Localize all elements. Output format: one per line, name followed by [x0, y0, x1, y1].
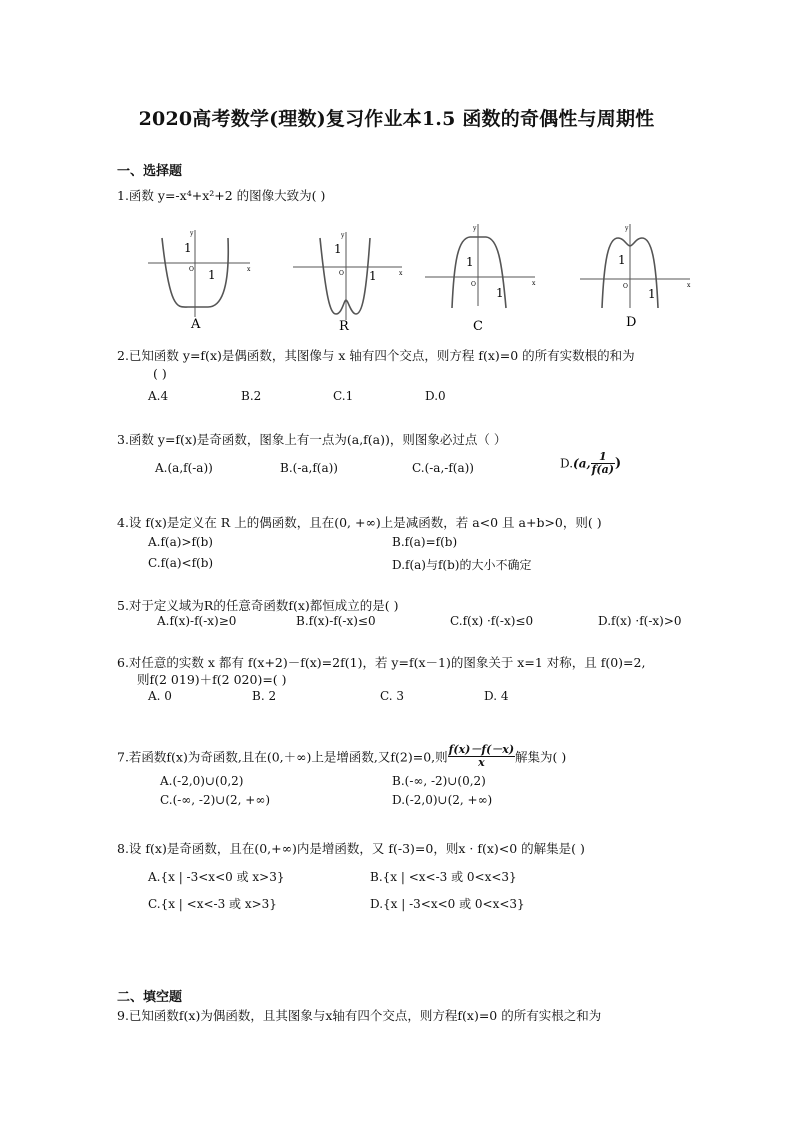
- graph-a-y-axis-label: y: [190, 230, 194, 237]
- question-7-option-b: B.(-∞, -2)∪(0,2): [392, 774, 486, 788]
- graph-c: [425, 224, 536, 334]
- question-3-option-b: B.(-a,f(a)): [280, 461, 338, 475]
- question-6-line-1: 6.对任意的实数 x 都有 f(x+2)－f(x)=2f(1)，若 y=f(x－1)的图象关于 x=1 对称，且 f(0)=2,: [117, 655, 646, 670]
- question-5-text: 5.对于定义域为R的任意奇函数f(x)都恒成立的是( ): [117, 598, 399, 613]
- graph-c-one-x-label: 1: [496, 286, 504, 300]
- question-3-option-d-open: (a,: [573, 456, 591, 471]
- graph-c-y-axis-label: y: [473, 225, 477, 232]
- graph-d-one-y-label: 1: [618, 253, 626, 267]
- question-3-option-d-denominator: f(a): [591, 463, 614, 476]
- graph-b-y-axis-label: y: [341, 232, 345, 239]
- question-2-option-b: B.2: [241, 389, 262, 403]
- question-6-option-c: C. 3: [380, 689, 405, 703]
- question-1-graphs: [140, 222, 720, 340]
- question-5-option-b: B.f(x)-f(-x)≤0: [296, 614, 376, 628]
- question-3-option-d: [560, 451, 621, 476]
- graph-b-x-axis-label: x: [399, 270, 403, 277]
- question-8-option-b: B.{x | <x<-3 或 0<x<3}: [370, 870, 517, 884]
- graph-b-one-x-label: 1: [369, 269, 377, 283]
- question-2-option-c: C.1: [333, 389, 354, 403]
- question-3-option-d-prefix: D.: [560, 456, 574, 471]
- section-heading-choice: 一、选择题: [117, 164, 183, 179]
- graph-c-one-y-label: 1: [466, 255, 474, 269]
- graph-d-y-axis-label: y: [625, 225, 629, 232]
- question-3-option-a: A.(a,f(-a)): [155, 461, 213, 475]
- question-4-option-a: A.f(a)>f(b): [148, 535, 213, 549]
- graph-c-label: C: [473, 319, 483, 334]
- graph-d-x-axis-label: x: [687, 282, 691, 289]
- question-6-option-d: D. 4: [484, 689, 509, 703]
- question-8-option-d: D.{x | -3<x<0 或 0<x<3}: [370, 897, 525, 911]
- graph-a: [148, 230, 251, 332]
- question-6-line-2: 则f(2 019)＋f(2 020)=( ): [137, 672, 287, 687]
- question-7-denominator: x: [478, 756, 485, 769]
- question-7-text-pre: 7.若函数f(x)为奇函数,且在(0,＋∞)上是增函数,又f(2)=0,则: [117, 749, 448, 765]
- question-7-text-post: 解集为( ): [515, 749, 567, 765]
- question-7-option-d: D.(-2,0)∪(2, +∞): [392, 793, 493, 807]
- question-3-option-d-close: ): [614, 456, 622, 471]
- graph-a-origin-label: O: [189, 266, 194, 273]
- question-8-text: 8.设 f(x)是奇函数，且在(0,+∞)内是增函数，又 f(-3)=0，则x · f(x)<0 的解集是( ): [117, 841, 585, 856]
- section-heading-fill-in: 二、填空题: [117, 990, 183, 1005]
- question-7-option-c: C.(-∞, -2)∪(2, +∞): [160, 793, 271, 807]
- question-3-option-c: C.(-a,-f(a)): [412, 461, 474, 475]
- question-4-text: 4.设 f(x)是定义在 R 上的偶函数，且在(0, +∞)上是减函数，若 a<0 且 a+b>0，则( ): [117, 515, 602, 530]
- question-5-option-a: A.f(x)-f(-x)≥0: [157, 614, 237, 628]
- question-4-option-c: C.f(a)<f(b): [148, 556, 214, 570]
- graph-b: [293, 232, 403, 334]
- question-2-text: 2.已知函数 y=f(x)是偶函数，其图像与 x 轴有四个交点，则方程 f(x)=0 的所有实数根的和为: [117, 348, 635, 363]
- graph-a-label: A: [191, 317, 201, 332]
- question-5-option-d: D.f(x) ·f(-x)>0: [598, 614, 682, 628]
- graph-b-origin-label: O: [339, 270, 344, 277]
- question-7-option-a: A.(-2,0)∪(0,2): [160, 774, 244, 788]
- graph-b-one-y-label: 1: [334, 242, 342, 256]
- question-2-option-d: D.0: [425, 389, 446, 403]
- question-4-option-b: B.f(a)=f(b): [392, 535, 458, 549]
- question-3-text: 3.函数 y=f(x)是奇函数，图象上有一点为(a,f(a))，则图象必过点（ ）: [117, 432, 507, 447]
- question-3-option-d-numerator: 1: [591, 451, 615, 464]
- question-2-option-a: A.4: [148, 389, 169, 403]
- question-3-option-d-fraction: [591, 451, 615, 476]
- graph-a-one-y-label: 1: [184, 241, 192, 255]
- question-8-option-a: A.{x | -3<x<0 或 x>3}: [148, 870, 285, 884]
- question-7-numerator: f(x)－f(－x): [448, 743, 515, 756]
- graph-b-curve: [320, 238, 370, 314]
- question-7-text: [117, 744, 566, 769]
- question-2-blank: ( ): [153, 366, 167, 381]
- graph-a-one-x-label: 1: [208, 268, 216, 282]
- graph-a-x-axis-label: x: [247, 266, 251, 273]
- question-8-option-c: C.{x | <x<-3 或 x>3}: [148, 897, 277, 911]
- graph-d-label: D: [626, 315, 637, 330]
- graph-d-origin-label: O: [623, 283, 628, 290]
- graph-c-origin-label: O: [471, 281, 476, 288]
- graph-c-x-axis-label: x: [532, 280, 536, 287]
- question-5-option-c: C.f(x) ·f(-x)≤0: [450, 614, 534, 628]
- graph-b-label: R: [339, 319, 349, 334]
- question-6-option-a: A. 0: [148, 689, 172, 703]
- question-4-option-d: D.f(a)与f(b)的大小不确定: [392, 558, 532, 572]
- question-7-fraction: [448, 744, 515, 769]
- question-1-text: 1.函数 y=-x⁴+x²+2 的图像大致为( ): [117, 188, 326, 203]
- page-title: 2020高考数学(理数)复习作业本1.5 函数的奇偶性与周期性: [138, 108, 655, 130]
- question-6-option-b: B. 2: [252, 689, 277, 703]
- graph-d-one-x-label: 1: [648, 287, 656, 301]
- question-9-text: 9.已知函数f(x)为偶函数，且其图象与x轴有四个交点，则方程f(x)=0 的所有实根之和为: [117, 1008, 602, 1023]
- graph-d: [580, 224, 691, 330]
